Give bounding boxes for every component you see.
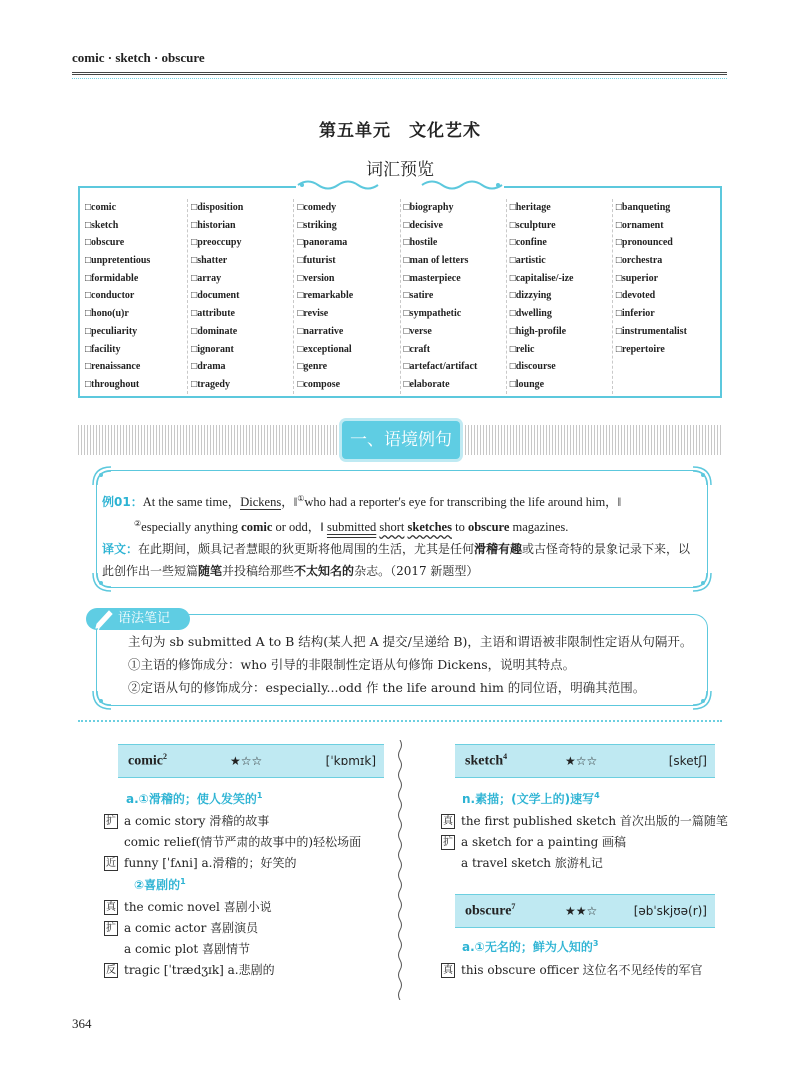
vocab-item: □superior [615,272,659,284]
vocab-preview-header [296,156,504,192]
vocab-item: □biography [403,202,454,213]
vocab-item: □inferior [615,308,655,320]
vocab-item: □obscure [85,237,125,249]
grammar-line: 主句为 sb submitted A to B 结构(某人把 A 提交/呈递给 B)，主语和谓语被非限制性定语从句隔开。 [128,634,693,649]
vocab-item: □dominate [191,325,238,337]
tag-badge: 扩 [443,837,453,848]
grammar-notes-title: 语法笔记 [86,608,190,630]
pen-icon [92,608,116,632]
keyword-obscure: obscure [467,520,510,535]
swirl-ornament-icon [420,178,504,192]
tag-badge: 反 [106,965,116,976]
entry-line: comic relief(情节严肃的故事中的)轻松场面 [124,835,362,849]
vocab-item: □exceptional [297,343,352,355]
swirl-ornament-icon [296,178,380,192]
vocab-item: □attribute [191,308,235,320]
vocab-item: □comic [85,202,117,213]
keyword-sketches: sketches [407,520,452,535]
vocab-item: □orchestra [615,255,663,267]
vocab-item: □pronounced [615,237,673,249]
vocab-item: □discourse [509,361,556,373]
vocab-item: □confine [509,237,547,249]
vocab-item: □shatter [191,255,228,267]
entry-line: 真 the first published sketch 首次出版的一篇随笔 [443,814,728,828]
entry-word: comic$^2$ [128,752,167,769]
vocab-item: □masterpiece [403,272,461,284]
vocab-item: □facility [85,343,121,355]
dotted-separator [78,720,722,722]
example-translation: 译文：在此期间，颇具记者慧眼的狄更斯将他周围的生活，尤其是任何滑稽有趣或古怪奇特的景象记录下来，以此创作出一些短篇随笔并投稿给那些不太知名的杂志。（2017 新题型） [102,542,691,579]
vocab-item: □hostile [403,237,438,249]
entry-word: obscure$^7$ [465,902,516,919]
corner-ornament-icon [91,465,113,487]
vocab-item: □craft [403,343,431,355]
vocab-item: □hono(u)r [85,308,129,320]
vocab-item: □drama [191,361,226,373]
vocab-item: □revise [297,308,329,320]
entry-line: a comic plot 喜剧情节 [124,942,251,956]
vocab-preview-title: 词汇预览 [366,160,434,180]
frequency-stars: ★☆☆ [230,754,263,768]
vocab-item: □high-profile [509,325,567,337]
vocab-item: □throughout [85,378,140,390]
vocab-item: □sketch [85,219,119,231]
example-sentence: 例01：At the same time，Dickens，‖①who had a reporter's eye for transcribing the life around him，‖ ②especially anything comic or odd，‖ submitted short sketches to obscure magazines. [102,494,622,535]
vocab-item: □satire [403,290,434,302]
vocab-item: □relic [509,343,535,355]
vocab-item: □striking [297,219,337,231]
vocab-item: □peculiarity [85,325,138,337]
entry-line: a travel sketch 旅游札记 [461,856,603,870]
entry-line: 扩 a comic actor 喜剧演员 [106,921,259,935]
sense-heading: n.素描；(文学上的)速写$^4$ [462,791,600,806]
vocab-item: □disposition [191,202,244,213]
vocab-item: □repertoire [615,343,665,355]
tag-badge: 真 [443,816,453,827]
vocab-item: □banqueting [615,202,671,213]
vocab-item: □dizzying [509,290,552,302]
vocab-item: □historian [191,219,236,231]
subject-dickens: Dickens [240,495,282,510]
vocab-column [507,199,613,394]
vocab-item: □verse [403,325,432,337]
vocab-item: □futurist [297,255,336,267]
vocab-item: □formidable [85,272,139,284]
predicate-submitted: submitted [326,520,377,535]
vocab-item: □sympathetic [403,308,462,320]
corner-ornament-icon [691,465,713,487]
vocab-column [294,199,400,394]
corner-ornament-icon [91,689,113,711]
vocab-item: □renaissance [85,361,141,373]
header-rule [72,72,727,75]
vocab-column [613,199,718,394]
vocab-item: □instrumentalist [615,325,687,337]
vocab-grid [82,199,718,394]
frequency-stars: ★★☆ [565,904,598,918]
entry-phonetic: [ˈkɒmɪk] [325,754,376,768]
unit-title: 第五单元 文化艺术 [319,121,481,141]
vocab-item: □man of letters [403,255,469,267]
vocab-item: □ornament [615,219,664,231]
vocab-item: □document [191,290,240,302]
entry-header-comic [118,744,384,778]
entry-phonetic: [sketʃ] [668,754,707,768]
vocab-item: □dwelling [509,308,552,320]
vocab-item: □lounge [509,378,545,390]
vocab-item: □devoted [615,290,656,302]
vocab-item: □preoccupy [191,237,242,249]
translation-label: 译文： [102,542,139,557]
sense-heading: a.①无名的；鲜为人知的$^3$ [462,939,599,954]
entry-line: 扩 a comic story 滑稽的故事 [106,814,270,828]
vocab-item: □array [191,272,222,284]
sense-heading: a.①滑稽的；使人发笑的$^1$ [126,791,263,806]
vocab-item: □ignorant [191,343,234,355]
vocab-item: □comedy [297,202,337,213]
vocab-item: □sculpture [509,219,556,231]
vocab-item: □panorama [297,237,348,249]
example-label: 例01： [102,495,143,510]
example-text [102,488,702,582]
vocab-column [401,199,507,394]
grammar-notes-text [128,630,698,699]
vocab-item: □tragedy [191,378,230,390]
entry-phonetic: [əbˈskjʊə(r)] [633,904,707,918]
frequency-stars: ★☆☆ [565,754,598,768]
vocab-item: □decisive [403,219,443,231]
vocab-item: □genre [297,361,328,373]
vocab-column [82,199,188,394]
vocab-item: □artefact/artifact [403,361,478,373]
entry-line: 真 this obscure officer 这位名不见经传的军官 [443,963,703,977]
entry-line: 真 the comic novel 喜剧小说 [106,900,272,914]
vocab-item: □compose [297,378,341,390]
vocab-item: □capitalise/-ize [509,272,574,284]
entry-line: 近 funny [ˈfʌni] a.滑稽的；好笑的 [106,856,297,870]
tag-badge: 真 [106,902,116,913]
keyword-comic: comic [241,520,273,535]
tag-badge: 扩 [106,816,116,827]
tag-badge: 扩 [106,923,116,934]
entry-header-sketch [455,744,715,778]
tag-badge: 近 [106,858,116,869]
column-divider [397,740,403,1000]
sense-heading: ②喜剧的$^1$ [134,877,186,892]
entry-word: sketch$^4$ [465,752,508,769]
running-head: comic · sketch · obscure [72,50,205,65]
vocab-item: □conductor [85,290,135,302]
entry-line: 扩 a sketch for a painting 画稿 [443,835,627,849]
section-title: 一、语境例句 [342,421,460,459]
vocab-item: □unpretentious [85,255,151,267]
vocab-item: □heritage [509,202,551,213]
vocab-item: □artistic [509,255,546,267]
entry-header-obscure [455,894,715,928]
page-number: 364 [72,1016,92,1031]
tag-badge: 真 [443,965,453,976]
vocab-item: □remarkable [297,290,354,302]
vocab-item: □elaborate [403,378,450,390]
header-dotted-rule [72,78,727,80]
grammar-line: ②定语从句的修饰成分：especially...odd 作 the life around him 的同位语，明确其范围。 [128,680,646,695]
vocab-column [188,199,294,394]
grammar-line: ①主语的修饰成分：who 引导的非限制性定语从句修饰 Dickens，说明其特点。 [128,657,576,672]
entry-line: 反 tragic [ˈtrædʒɪk] a.悲剧的 [106,963,275,977]
vocab-item: □version [297,272,335,284]
vocab-item: □narrative [297,325,344,337]
